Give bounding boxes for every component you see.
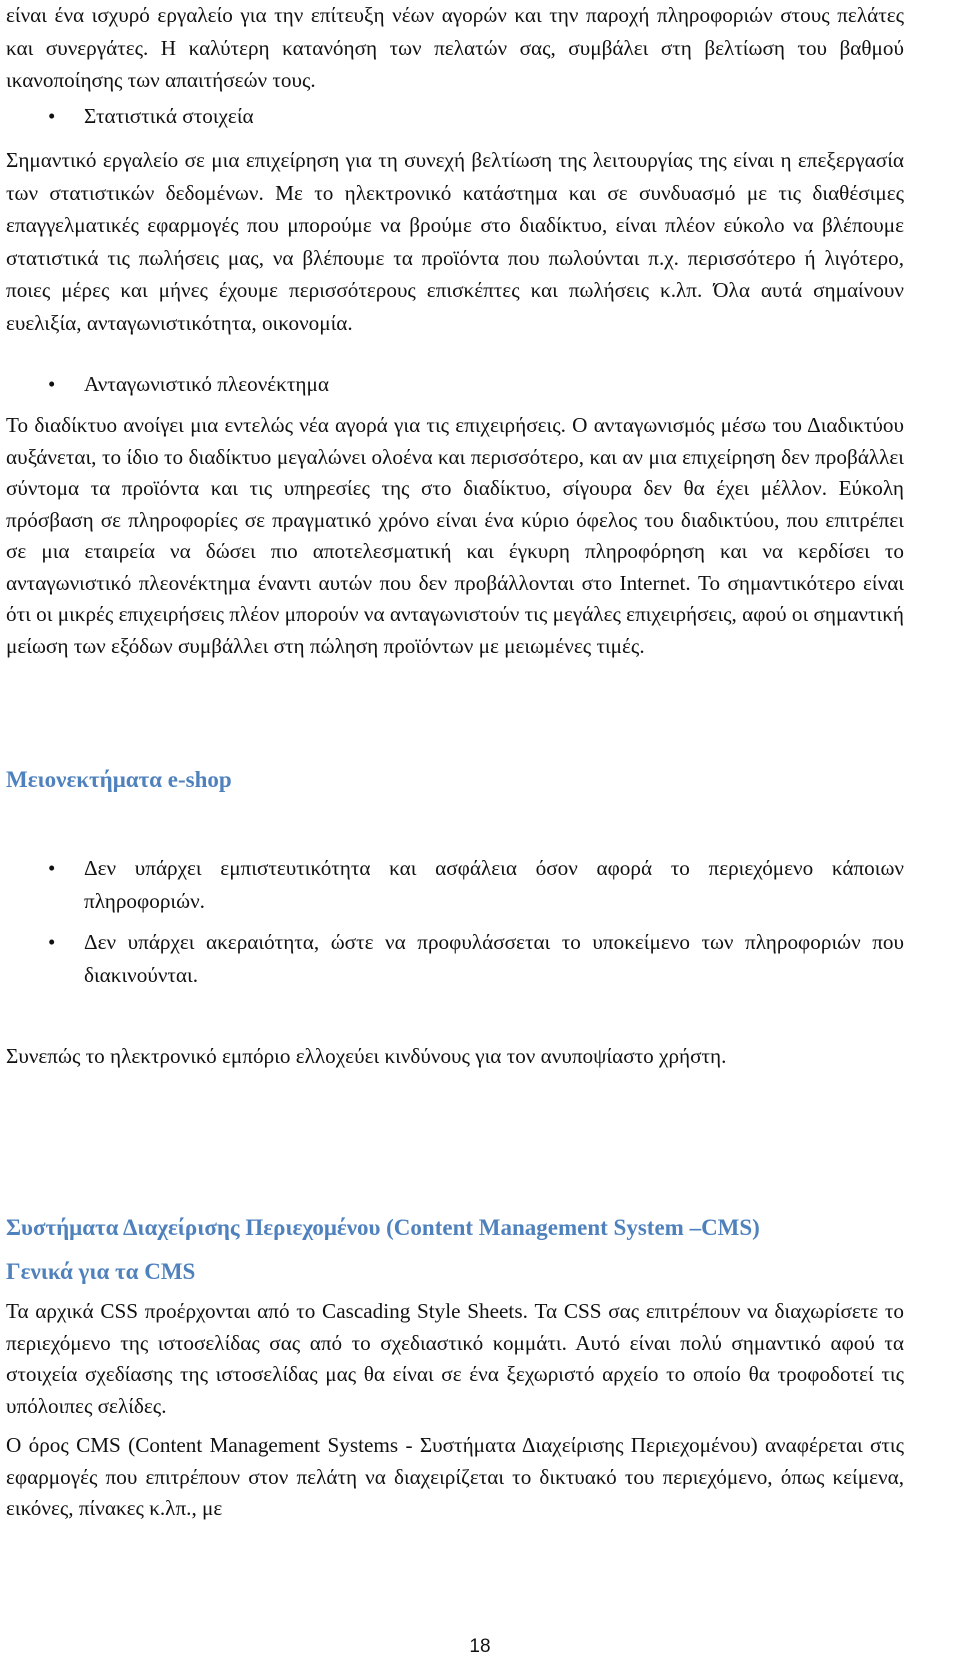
bullet-icon: •	[48, 372, 56, 396]
bullet-item-statistics	[6, 100, 904, 133]
bullet-item-integrity	[6, 926, 904, 991]
bullet-icon: •	[48, 856, 56, 880]
bullet-item-competitive-advantage	[6, 368, 904, 401]
bullet-label-competitive-advantage: Ανταγωνιστικό πλεονέκτημα	[84, 372, 329, 396]
paragraph-intro-continued: είναι ένα ισχυρό εργαλείο για την επίτευξη νέων αγορών και την παροχή πληροφοριών στους πελάτες και συνεργάτες. Η καλύτερη κατανόηση των πελατών σας, συμβάλει στη βελτίωση του βαθμού ικανοποίησης των απαιτήσεών τους.	[6, 3, 904, 93]
bullet-item-confidentiality	[6, 852, 904, 917]
page-number: 18	[469, 1636, 491, 1657]
paragraph-competitive-advantage: Το διαδίκτυο ανοίγει μια εντελώς νέα αγορά για τις επιχειρήσεις. Ο ανταγωνισμός μέσω του Διαδικτύου αυξάνεται, το ίδιο το διαδίκτυο μεγαλώνει ολοένα και περισσότερο, και αν μια επιχείρηση δεν προβάλλει σύντομα τα προϊόντα και τις υπηρεσίες της στο διαδίκτυο, σίγουρα δεν θα έχει μέλλον. Εύκολη πρόσβαση σε πληροφορίες σε πραγματικό χρόνο είναι ένα κύριο όφελος του διαδικτύου, που επιτρέπει σε μια εταιρεία να δώσει πιο αποτελεσματική και έγκυρη πληροφόρηση και να κερδίσει το ανταγωνιστικό πλεονέκτημα έναντι αυτών που δεν προβάλλονται στο Internet. Το σημαντικότερο είναι ότι οι μικρές επιχειρήσεις πλέον μπορούν να ανταγωνιστούν τις μεγάλες επιχειρήσεις, αφού οι σημαντική μείωση των εξόδων συμβάλλει στη πώληση προϊόντων με μειωμένες τιμές.	[6, 413, 904, 658]
bullet-icon: •	[48, 930, 56, 954]
bullet-text-integrity: Δεν υπάρχει ακεραιότητα, ώστε να προφυλάσσεται το υποκείμενο των πληροφοριών που διακινούνται.	[84, 930, 904, 987]
heading-cms-general: Γενικά για τα CMS	[6, 1259, 196, 1284]
paragraph-statistics: Σημαντικό εργαλείο σε μια επιχείρηση για τη συνεχή βελτίωση της λειτουργίας της είναι η επεξεργασία των στατιστικών δεδομένων. Με το ηλεκτρονικό κατάστημα και σε συνδυασμό με τις διαθέσιμες επαγγελματικές εφαρμογές που μπορούμε να βρούμε στο διαδίκτυο, είναι πλέον εύκολο να βλέπουμε στατιστικά τις πωλήσεις μας, να βλέπουμε τα προϊόντα που πωλούνται π.χ. περισσότερο ή λιγότερο, ποιες μέρες και μήνες έχουμε περισσότερους επισκέπτες και πωλήσεις κ.λπ. Όλα αυτά σημαίνουν ευελιξία, ανταγωνιστικότητα, οικονομία.	[6, 148, 904, 335]
bullet-label-statistics: Στατιστικά στοιχεία	[84, 104, 254, 128]
heading-eshop-disadvantages: Μειονεκτήματα e-shop	[6, 767, 232, 792]
heading-cms: Συστήματα Διαχείρισης Περιεχομένου (Content Management System –CMS)	[6, 1215, 760, 1240]
paragraph-css-intro: Τα αρχικά CSS προέρχονται από το Cascading Style Sheets. Τα CSS σας επιτρέπουν να διαχωρίσετε το περιεχόμενο της ιστοσελίδας σας από το σχεδιαστικό κομμάτι. Αυτό είναι πολύ σημαντικό αφού τα στοιχεία σχεδίασης της ιστοσελίδας μας θα είναι σε ένα ξεχωριστό αρχείο το οποίο θα τροφοδοτεί τις υπόλοιπες σελίδες.	[6, 1299, 904, 1418]
bullet-text-confidentiality: Δεν υπάρχει εμπιστευτικότητα και ασφάλεια όσον αφορά το περιεχόμενο κάποιων πληροφοριών.	[84, 856, 904, 913]
bullet-icon: •	[48, 104, 56, 128]
paragraph-risk-conclusion: Συνεπώς το ηλεκτρονικό εμπόριο ελλοχεύει κινδύνους για τον ανυποψίαστο χρήστη.	[6, 1044, 727, 1068]
paragraph-cms-definition: Ο όρος CMS (Content Management Systems - Συστήματα Διαχείρισης Περιεχομένου) αναφέρεται στις εφαρμογές που επιτρέπουν στον πελάτη να διαχειρίζεται το δικτυακό του περιεχόμενο, όπως κείμενα, εικόνες, πίνακες κ.λπ., με	[6, 1433, 904, 1520]
